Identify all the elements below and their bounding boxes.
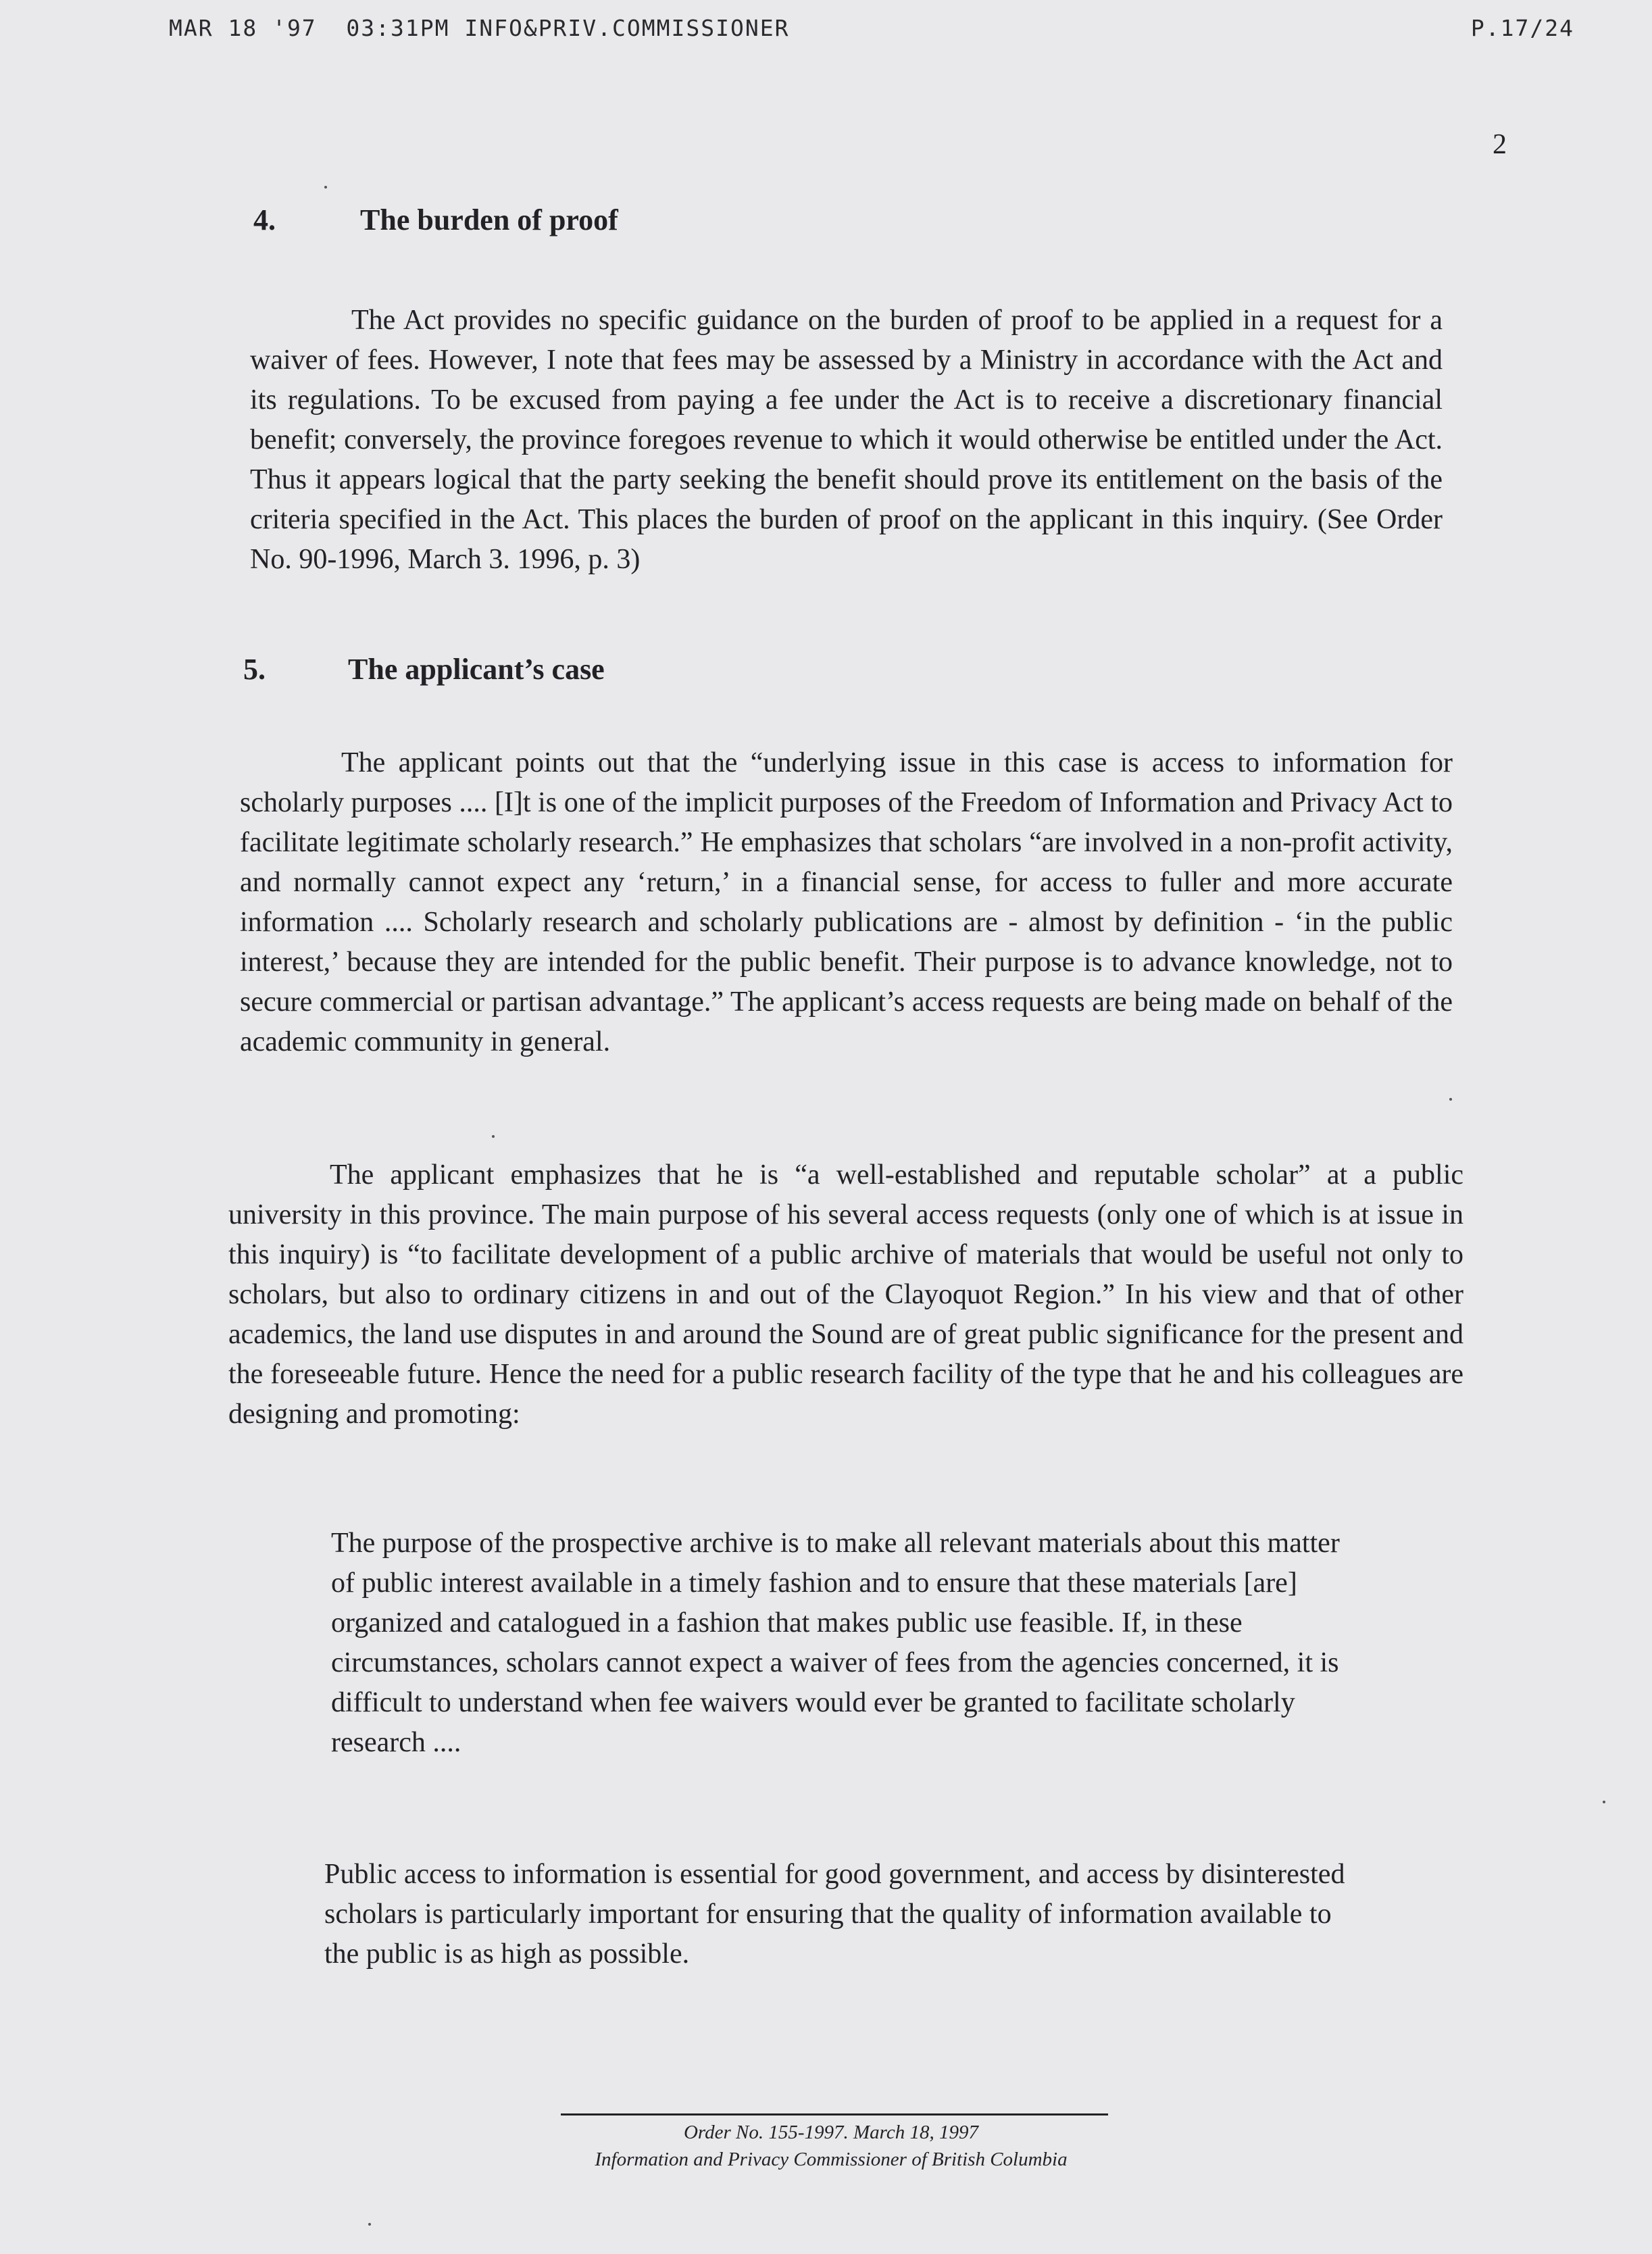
scan-speck [1603, 1801, 1605, 1803]
paragraph: The applicant emphasizes that he is “a well-established and reputable scholar” at a public university in this province. The main purpose of his several access requests (only one of which is at issue in this inquiry) is “to facilitate development of a public archive of materials that would be useful not only to scholars, but also to ordinary citizens in and out of the Clayoquot Region.” In his view and that of other academics, the land use disputes in and around the Sound are of great public significance for the present and the foreseeable future. Hence the need for a public research facility of the type that he and his colleagues are designing and promoting: [228, 1159, 1463, 1430]
fax-header-page: P.17/24 [1470, 15, 1574, 41]
block-quote: The purpose of the prospective archive is to make all relevant materials about this matter of public interest available in a timely fashion and to ensure that these materials [are] organized and catalogued in a fashion that makes public use feasible. If, in these circumstances, scholars cannot expect a waiver of fees from the agencies concerned, it is difficult to understand when fee waivers would ever be granted to facilitate scholarly research .... [331, 1528, 1340, 1758]
scan-speck [368, 2223, 371, 2226]
footer-commissioner-line: Information and Privacy Commissioner of British Columbia [595, 2149, 1068, 2170]
footer [473, 2119, 1189, 2173]
scan-speck [492, 1135, 495, 1138]
paragraph: The Act provides no specific guidance on the burden of proof to be applied in a request for a waiver of fees. However, I note that fees may be assessed by a Ministry in accordance with the Act and its regulations. To be excused from paying a fee under the Act is to receive a discretionary financial benefit; conversely, the province foregoes revenue to which it would otherwise be entitled under the Act. Thus it appears logical that the party seeking the benefit should prove its entitlement on the basis of the criteria specified in the Act. This places the burden of proof on the applicant in this inquiry. (See Order No. 90-1996, March 3. 1996, p. 3) [250, 305, 1443, 575]
section-number: 4. [253, 203, 276, 236]
paragraph: The applicant points out that the “underlying issue in this case is access to information for scholarly purposes .... [I]t is one of the implicit purposes of the Freedom of Information and Privacy Act to facilitate legitimate scholarly research.” He emphasizes that scholars “are involved in a non-profit activity, and normally cannot expect any ‘return,’ in a financial sense, for access to fuller and more accurate information .... Scholarly research and scholarly publications are - almost by definition - ‘in the public interest,’ because they are intended for the public benefit. Their purpose is to advance knowledge, not to secure commercial or partisan advantage.” The applicant’s access requests are being made on behalf of the academic community in general. [240, 747, 1453, 1057]
section-title: The applicant’s case [348, 653, 605, 686]
fax-header-left: MAR 18 '97 03:31PM INFO&PRIV.COMMISSIONER [169, 15, 790, 41]
fax-header [169, 15, 1574, 55]
section-title: The burden of proof [360, 203, 618, 236]
section-heading [253, 203, 1064, 243]
scan-speck [324, 186, 327, 189]
footer-rule [561, 2113, 1108, 2115]
page-number: 2 [1493, 129, 1507, 160]
footer-order-line: Order No. 155-1997. March 18, 1997 [683, 2122, 979, 2143]
section-number: 5. [243, 653, 266, 686]
section-heading [243, 652, 1054, 693]
block-quote: Public access to information is essential for good government, and access by disinterested scholars is particularly important for ensuring that the quality of information available to the public is as high as possible. [324, 1859, 1345, 1970]
scan-speck [1449, 1098, 1452, 1101]
